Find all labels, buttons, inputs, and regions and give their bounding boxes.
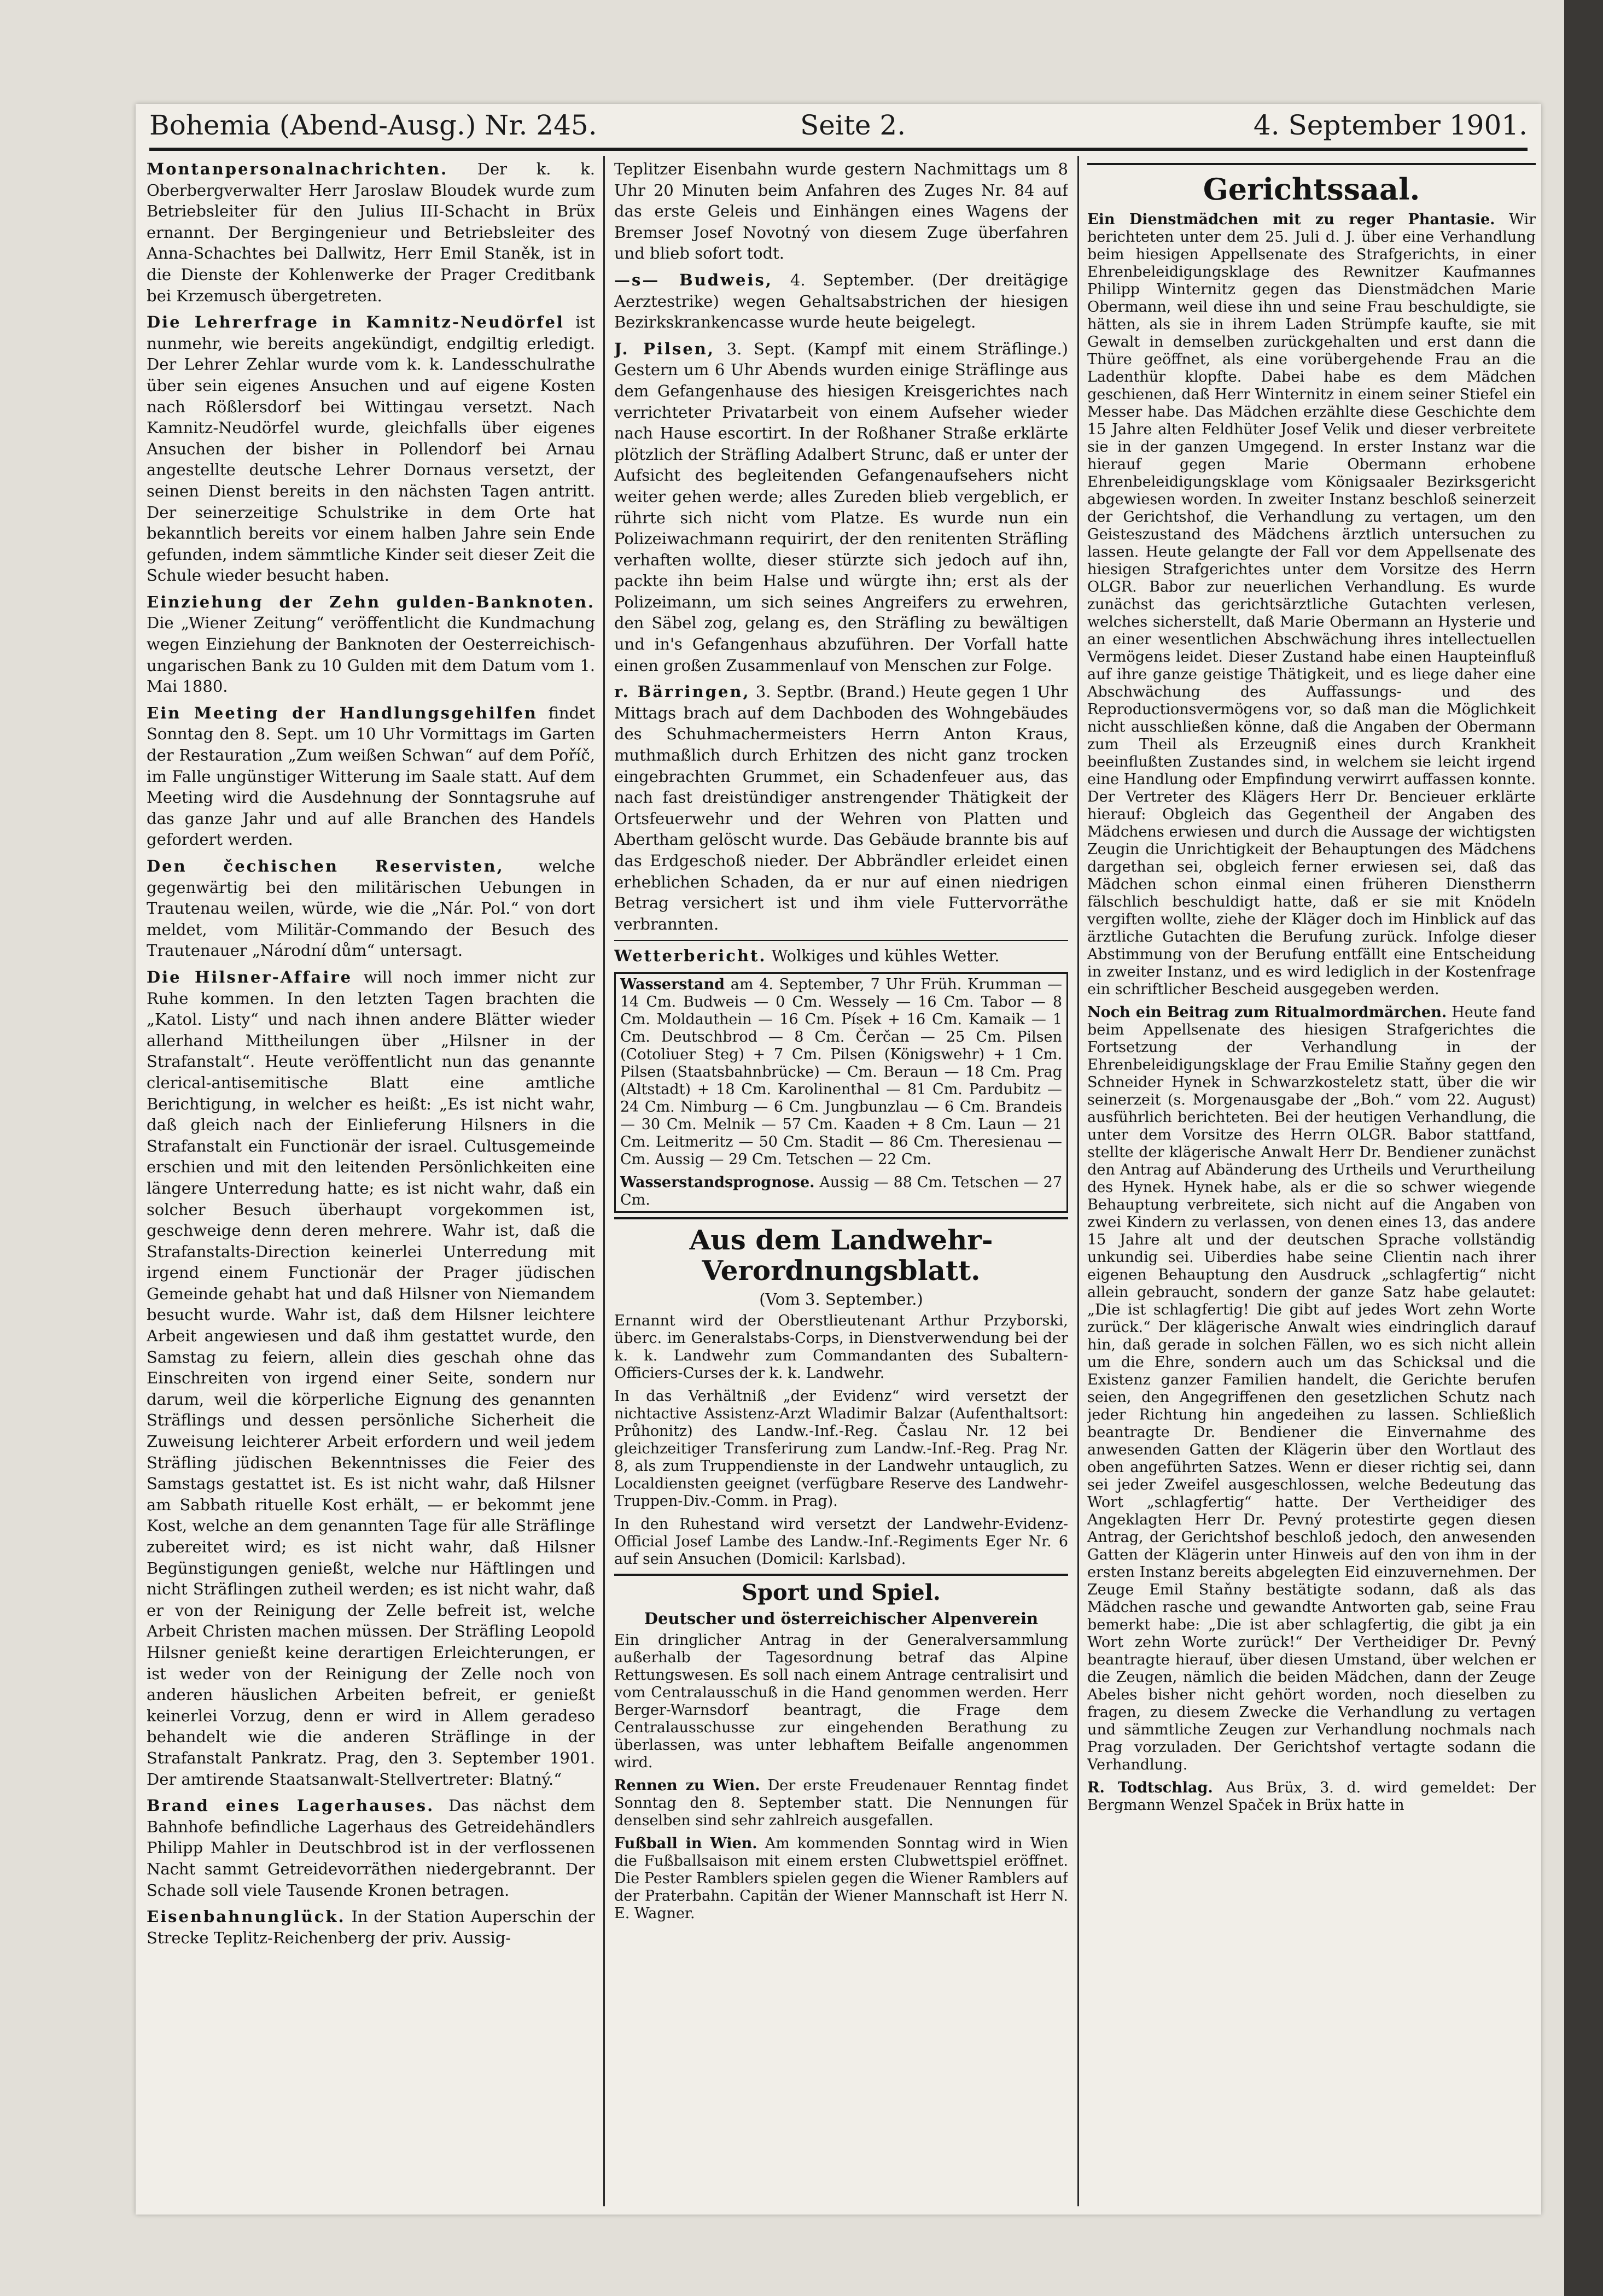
article-text: Am kommenden Sonntag wird in Wien die Fußballsaison mit einem ersten Clubwettspiel eröffnet. Die Pester Ramblers spielen gegen die Wiener Ramblers auf der Praterbahn. Capitän der Wiener Mannschaft ist Herr N. E. Wagner. bbox=[614, 1835, 1068, 1922]
article-heading: Fußball in Wien. bbox=[614, 1835, 757, 1852]
header-issue: Bohemia (Abend-Ausg.) Nr. 245. bbox=[149, 109, 597, 141]
article-heading: Wasserstandsprognose. bbox=[620, 1173, 815, 1191]
article-heading: Brand eines Lagerhauses. bbox=[147, 1796, 435, 1815]
newspaper-page bbox=[136, 104, 1541, 2215]
article bbox=[147, 312, 595, 586]
article bbox=[1087, 1779, 1536, 1814]
article-text: 4. September. (Der dreitägige Aerztestrike) wegen Gehaltsabstrichen der hiesigen Bezirkskrankencasse wurde heute beigelegt. bbox=[614, 270, 1068, 332]
scan-edge bbox=[1564, 0, 1603, 2296]
article-heading: Ein Meeting der Handlungsgehilfen bbox=[147, 703, 538, 722]
column-3 bbox=[1087, 159, 1536, 2204]
article bbox=[1087, 1004, 1536, 1774]
article-heading: Die Lehrerfrage in Kamnitz-Neudörfel bbox=[147, 313, 564, 332]
article-heading: Montanpersonalnachrichten. bbox=[147, 160, 448, 178]
article-heading: R. Todtschlag. bbox=[1087, 1779, 1213, 1796]
article bbox=[614, 681, 1068, 934]
header-page-number: Seite 2. bbox=[800, 109, 906, 141]
article-text: welche gegenwärtig bei den militärischen Uebungen in Trautenau weilen, würde, wie die „Nár. Pol.“ von dort meldet, vom Militär-Commando der Besuch des Trautenauer „Národní dům“ untersagt. bbox=[147, 857, 595, 960]
section-date: (Vom 3. September.) bbox=[759, 1289, 923, 1308]
divider bbox=[614, 940, 1068, 941]
article bbox=[147, 592, 595, 697]
article-heading: Wasserstand bbox=[620, 975, 725, 993]
section-title-sport: Sport und Spiel. bbox=[742, 1579, 941, 1605]
article-heading: —s— Budweis, bbox=[614, 270, 773, 289]
article bbox=[147, 1795, 595, 1901]
article bbox=[614, 338, 1068, 676]
article-text: will noch immer nicht zur Ruhe kommen. In den letzten Tagen brachten die „Katol. Listy“ und nach ihnen andere Blätter wieder allerhand Mittheilungen über „Hilsner in der Strafanstalt“. Heute veröffentlicht nun das genannte clerical-antisemitische Blatt eine amtliche Berichtigung, in welcher es heißt: „Es ist nicht wahr, daß gleich nach der Einlieferung Hilsners in die Strafanstalt ein Functionär der israel. Cultusgemeinde erschien und mit den leitenden Persönlichkeiten eine längere Unterredung hatte; es ist nicht wahr, daß ein solcher Besuch überhaupt vorgekommen ist, geschweige denn deren mehrere. Wahr ist, daß die Strafanstalts-Direction keinerlei Unterredung mit irgend einem Functionär der Prager jüdischen Gemeinde gehabt hat und daß Hilsner von Niemandem besucht wurde. Wahr ist, daß dem Hilsner leichtere Arbeit angewiesen und daß ihm gestattet wurde, den Samstag zu feiern, allein dies geschah ohne das Einschreiten von irgend einer Seite, sondern nur darum, weil die körperliche Eignung des genannten Sträflings und dessen persönliche Sicherheit die Zuweisung leichterer Arbeit erfordern und weil jedem Sträfling jüdischen Bekenntnisses die Feier des Samstags gestattet ist. Es ist nicht wahr, daß Hilsner am Sabbath rituelle Kost erhält, — er bekommt jene Kost, welche an dem genannten Tage für alle Sträflinge zubereitet wird; es ist nicht wahr, daß Hilsner Begünstigungen genießt, welche nur Häftlingen und nicht Sträflingen zutheil werden; es ist nicht wahr, daß er von der Reinigung der Zelle befreit ist, welche Arbeit Christen machen müssen. Der Sträfling Leopold Hilsner genießt keine derartigen Erleichterungen, er ist weder von der Reinigung der Zelle noch von anderen häuslichen Arbeiten befreit, er genießt keinerlei Vorzug, denn er wird in Allem geradeso behandelt wie die anderen Sträflinge in der Strafanstalt Pankratz. Prag, den 3. September 1901. Der amtirende Staatsanwalt-Stellvertreter: Blatný.“ bbox=[147, 967, 595, 1789]
article-text: Aus Brüx, 3. d. wird gemeldet: Der Bergmann Wenzel Spaček in Brüx hatte in bbox=[1087, 1779, 1536, 1814]
column-2 bbox=[614, 159, 1068, 2204]
water-level bbox=[620, 976, 1062, 1169]
divider bbox=[614, 1574, 1068, 1576]
article-text: Der erste Freudenauer Renntag findet Sonntag den 8. September statt. Die Nennungen für denselben sind sehr zahlreich ausgefallen. bbox=[614, 1777, 1068, 1829]
article-heading: Eisenbahnunglück. bbox=[147, 1907, 346, 1926]
article-text: ist nunmehr, wie bereits angekündigt, endgiltig erledigt. Der Lehrer Zehlar wurde vom k. k. Landesschulrathe über sein eigenes Ansuchen und auf eigene Kosten nach Rößlersdorf bei Wittingau versetzt. Nach Kamnitz-Neudörfel wurde, gleichfalls über eigenes Ansuchen der bisher in Pollendorf bei Arnau angestellte deutsche Lehrer Dornaus versetzt, der seinen Dienst bereits in den nächsten Tagen antritt. Der seinerzeitige Schulstrike in dem Orte hat bekanntlich bereits vor einem halben Jahre sein Ende gefunden, indem sämmtliche Kinder seit dieser Zeit die Schule wieder besucht haben. bbox=[147, 313, 595, 585]
column-divider bbox=[1077, 156, 1079, 2206]
section-title-landwehr: Aus dem Landwehr-Verordnungsblatt. bbox=[689, 1223, 993, 1287]
water-forecast bbox=[620, 1174, 1062, 1209]
section-title-gerichtssaal: Gerichtssaal. bbox=[1203, 172, 1420, 207]
article-heading: Rennen zu Wien. bbox=[614, 1777, 760, 1794]
article bbox=[614, 1835, 1068, 1923]
landwehr-paragraph: In den Ruhestand wird versetzt der Landwehr-Evidenz-Official Josef Lambe des Landw.-Inf.-Regiments Eger Nr. 6 auf sein Ansuchen (Domicil: Karlsbad). bbox=[614, 1515, 1068, 1568]
alpenverein-title: Deutscher und österreichischer Alpenverein bbox=[644, 1609, 1039, 1628]
article-text: Heute fand beim Appellsenate des hiesigen Strafgerichtes die Fortsetzung der Verhandlung in der Ehrenbeleidigungsklage der Frau Emilie Staňny gegen den Schneider Hynek in Schwarzkosteletz statt, über die wir seinerzeit (s. Morgenausgabe der „Boh.“ vom 22. August) ausführlich berichteten. Bei der heutigen Verhandlung, die unter dem Vorsitze des Herrn OLGR. Babor stattfand, stellte der klägerische Anwalt Herr Dr. Bendiener zunächst den Antrag auf Abänderung des Urtheils und Verurtheilung des Hynek. Hynek habe, als er die so schwer wiegende Behauptung verbreitete, sich nicht auf die Angaben von zwei Kindern zu verlassen, von denen eines 13, das andere 15 Jahre alt und der deutschen Sprache vollständig unkundig sei. Uiberdies habe seine Clientin nach ihrer eigenen Behauptung den Ausdruck „schlagfertig“ nicht allein gebraucht, sondern der ganze Satz habe gelautet: „Die ist schlagfertig! Die gibt auf jedes Wort zehn Worte zurück.“ Der klägerische Anwalt wies eindringlich darauf hin, daß gerade in solchen Fällen, wo es sich nicht allein um die Ehre, sondern auch um das Schicksal und die Existenz ganzer Familien handelt, die Gerichte berufen seien, den Angegriffenen den gesetzlichen Schutz nach jeder Richtung hin angedeihen zu lassen. Schließlich beantragte Dr. Bendiener die Einvernahme des anwesenden Gatten der Klägerin über den Wortlaut des oben angeführten Satzes. Wenn er dieser richtig sei, dann sei jeder Zweifel ausgeschlossen, welche Bedeutung das Wort „schlagfertig“ hatte. Der Vertheidiger des Angeklagten Herr Dr. Pevný protestirte gegen diesen Antrag, der Gerichtshof beschloß jedoch, den anwesenden Gatten der Klägerin unter Hinweis auf den von ihm in der ersten Instanz bereits abgelegten Eid einzuvernehmen. Der Zeuge Emil Staňny bestätigte sodann, daß als das Mädchen rasche und gewandte Antworten gab, seine Frau bemerkt habe: „Die ist aber schlagfertig, die gibt ja ein Wort zehn Worte zurück!“ Der Vertheidiger Dr. Pevný beantragte hierauf, über diesen Umstand, über welchen er die Zeugen, nämlich die beiden Mädchen, dann der Zeuge Abeles bisher nicht gehört worden, noch dieselben zu fragen, zu diesem Zwecke die Verhandlung zu vertagen und sämmtliche Zeugen zur Verhandlung nochmals nach Prag vorzuladen. Der Gerichtshof vertagte sodann die Verhandlung. bbox=[1087, 1004, 1536, 1773]
article-heading: Die Hilsner-Affaire bbox=[147, 967, 353, 986]
alpenverein-text: Ein dringlicher Antrag in der Generalversammlung außerhalb der Tagesordnung betraf das Alpine Rettungswesen. Es soll nach einem Antrage centralisirt und vom Centralausschuß in die Hand genommen werden. Herr Berger-Warnsdorf beantragt, die Frage dem Centralausschusse zur eingehenden Berathung zu überlassen, was unter lebhaftem Beifalle angenommen wird. bbox=[614, 1631, 1068, 1771]
article-text: findet Sonntag den 8. Sept. um 10 Uhr Vormittags im Garten der Restauration „Zum weißen Schwan“ auf dem Poříč, im Falle ungünstiger Witterung im Saale statt. Auf dem Meeting wird die Ausdehnung der Sonntagsruhe auf das ganze Jahr und auf alle Branchen des Handels gefordert werden. bbox=[147, 703, 595, 849]
page-header bbox=[149, 109, 1528, 142]
article-heading: Einziehung der Zehn gulden-Banknoten. bbox=[147, 592, 595, 611]
landwehr-paragraph: In das Verhältniß „der Evidenz“ wird versetzt der nichtactive Assistenz-Arzt Wladimir Balzar (Aufenthaltsort: Průhonitz) des Landw.-Inf.-Reg. Časlau Nr. 12 bei gleichzeitiger Transferirung zum Landw.-Inf.-Reg. Prag Nr. 8, als zum Truppendienste in der Landwehr untauglich, zu Localdiensten geeignet (verfügbare Reserve des Landwehr-Truppen-Div.-Comm. in Prag). bbox=[614, 1387, 1068, 1510]
article-heading: Wetterbericht. bbox=[614, 947, 767, 966]
water-level-box bbox=[614, 972, 1068, 1213]
article bbox=[1087, 211, 1536, 998]
article-text: 3. Sept. (Kampf mit einem Sträflinge.) Gestern um 6 Uhr Abends wurden einige Sträflinge aus dem Gefangenhause des hiesigen Kreisgerichtes nach verrichteter Privatarbeit von einem Aufseher wieder nach Hause escortirt. In der Roßhaner Straße erklärte plötzlich der Sträfling Adalbert Strunc, daß er unter der Aufsicht des begleitenden Gefangenaufsehers nicht weiter gehen werde; alles Zureden blieb vergeblich, er rührte sich nicht vom Platze. Es wurde nun ein Polizeiwachmann requirirt, der den renitenten Sträfling verhaften wollte, dieser stürzte sich jedoch auf ihn, packte ihn beim Halse und würgte ihn; erst als der Polizeimann, um sich seines Angreifers zu erwehren, den Säbel zog, gelang es, den Sträfling zu bewältigen und in's Gefangenhaus abzuführen. Der Vorfall hatte einen großen Zusammenlauf von Menschen zur Folge. bbox=[614, 339, 1068, 675]
article-heading: Ein Dienstmädchen mit zu reger Phantasie. bbox=[1087, 211, 1495, 228]
divider bbox=[614, 1217, 1068, 1219]
article bbox=[147, 856, 595, 961]
article-text: Teplitzer Eisenbahn wurde gestern Nachmittags um 8 Uhr 20 Minuten beim Anfahren des Zuges Nr. 84 auf das erste Geleis und Einhängen eines Wagens der Bremser Josef Novotný von diesem Zuge überfahren und blieb sofort todt. bbox=[614, 160, 1068, 263]
header-date: 4. September 1901. bbox=[1253, 109, 1528, 141]
article-text: Das nächst dem Bahnhofe befindliche Lagerhaus des Getreidehändlers Philipp Mahler in Deutschbrod ist in der verflossenen Nacht sammt Getreidevorräthen niedergebrannt. Der Schade soll viele Tausende Kronen betragen. bbox=[147, 1796, 595, 1900]
article bbox=[147, 967, 595, 1790]
weather-report bbox=[614, 945, 1068, 967]
landwehr-paragraph: Ernannt wird der Oberstlieutenant Arthur Przyborski, überc. im Generalstabs-Corps, in Dienstverwendung bei der k. k. Landwehr zum Commandanten des Subaltern-Officiers-Curses der k. k. Landwehr. bbox=[614, 1312, 1068, 1382]
article-text: Wir berichteten unter dem 25. Juli d. J. über eine Verhandlung beim hiesigen Appellsenate des Strafgerichts, in einer Ehrenbeleidigungsklage des Rewnitzer Kaufmannes Philipp Winternitz gegen das Dienstmädchen Marie Obermann, weil diese ihn und seine Frau beschuldigte, sie hätten, als sie in ihrem Laden Strümpfe kaufte, sie mit Gewalt in demselben zurückgehalten und erst dann die Thüre geöffnet, als eine vorübergehende Frau an die Ladenthür klopfte. Dabei habe es dem Mädchen geschienen, daß Herr Winternitz in einem seiner Stiefel ein Messer habe. Das Mädchen erzählte diese Geschichte dem 15 Jahre alten Feldhüter Josef Velik und dieser verbreitete sie in der ganzen Umgegend. In erster Instanz war die hierauf gegen Marie Obermann erhobene Ehrenbeleidigungsklage vom Königsaaler Bezirksgericht abgewiesen worden. In zweiter Instanz beschloß seinerzeit der Gerichtshof, die Verhandlung zu vertagen, um den Geisteszustand des Mädchens ärztlich untersuchen zu lassen. Heute gelangte der Fall vor dem Appellsenate des hiesigen Strafgerichtes unter dem Vorsitze des Herrn OLGR. Babor zur neuerlichen Verhandlung. Es wurde zunächst das gerichtsärztliche Gutachten verlesen, welches sicherstellt, daß Marie Obermann an Hysterie und an einer wesentlichen Abschwächung ihres intellectuellen Vermögens leidet. Dieser Zustand habe einen Haupteinfluß auf ihre ganze geistige Thätigkeit, und es liege daher eine Abschwächung des Auffassungs- und des Reproductionsvermögens vor, so daß man die Möglichkeit nicht ausschließen könne, daß die Angaben der Obermann zum Theil als Erzeugniß eines durch Krankheit beeinflußten Zustandes sind, in welchem sie leicht irgend eine Handlung oder Empfindung verwirrt auffassen konnte. Der Vertreter des Klägers Herr Dr. Bencieuer erklärte hierauf: Obgleich das Gegentheil der Angaben des Mädchens erwiesen und durch die Aussage der wichtigsten Zeugin die Unrichtigkeit der Behauptungen des Mädchens dargethan sei, obgleich ferner erwiesen sei, daß das Mädchen schon einmal einen früheren Dienstherrn fälschlich beschuldigt hatte, daß er sie mit Knödeln vergiften wollte, ziehe der Kläger doch im Hinblick auf das ärztliche Gutachten die Berufung zurück. Infolge dieser Abstimmung von der Berufung entfällt eine Entscheidung in zweiter Instanz, und es wird lediglich in der Kostenfrage ein schriftlicher Bescheid ausgegeben werden. bbox=[1087, 211, 1536, 998]
article-text: In der Station Auperschin der Strecke Teplitz-Reichenberg der priv. Aussig- bbox=[147, 1907, 595, 1947]
article-text: Aussig — 88 Cm. Tetschen — 27 Cm. bbox=[620, 1173, 1062, 1208]
article-text: am 4. September, 7 Uhr Früh. Krumman — 14 Cm. Budweis — 0 Cm. Wessely — 16 Cm. Tabor — 8 Cm. Moldauthein — 16 Cm. Písek + 16 Cm. Kamaik — 1 Cm. Deutschbrod — 8 Cm. Čerčan — 25 Cm. Pilsen (Cotoliuer Steg) + 7 Cm. Pilsen (Königswehr) + 1 Cm. Pilsen (Staatsbahnbrücke) — Cm. Beraun — 18 Cm. Prag (Altstadt) + 18 Cm. Karolinenthal — 81 Cm. Pardubitz — 24 Cm. Nimburg — 6 Cm. Jungbunzlau — 6 Cm. Brandeis — 30 Cm. Melnik — 57 Cm. Kaaden + 8 Cm. Laun — 21 Cm. Leitmeritz — 50 Cm. Stadit — 86 Cm. Theresienau — Cm. Aussig — 29 Cm. Tetschen — 22 Cm. bbox=[620, 975, 1062, 1168]
article-text: 3. Septbr. (Brand.) Heute gegen 1 Uhr Mittags brach auf dem Dachboden des Wohngebäudes des Schuhmachermeisters Herrn Anton Kraus, muthmaßlich durch Erhitzen des nicht ganz trocken eingebrachten Grummet, ein Schadenfeuer aus, das nach fast dreistündiger anstrengender Thätigkeit der Ortsfeuerwehr und der Wehren von Platten und Abertham gelöscht wurde. Das Gebäude brannte bis auf das Erdgeschoß nieder. Der Abbrändler erleidet einen erheblichen Schaden, da er nur auf einen niedrigen Betrag versichert ist und ihm viele Futtervorräthe verbrannten. bbox=[614, 682, 1068, 933]
article-heading: Den čechischen Reservisten, bbox=[147, 857, 504, 875]
column-divider bbox=[603, 156, 605, 2206]
article-text: Der k. k. Oberbergverwalter Herr Jaroslaw Bloudek wurde zum Betriebsleiter für den Julius III-Schacht in Brüx ernannt. Der Bergingenieur und Betriebsleiter des Anna-Schachtes bei Dallwitz, Herr Emil Staněk, ist in die Dienste der Kohlenwerke der Prager Creditbank bei Krzemusch übergetreten. bbox=[147, 160, 595, 305]
column-1 bbox=[147, 159, 595, 2204]
article-text: Wolkiges und kühles Wetter. bbox=[771, 947, 1000, 966]
article bbox=[614, 270, 1068, 333]
article bbox=[614, 159, 1068, 264]
divider bbox=[1087, 163, 1536, 165]
article bbox=[147, 159, 595, 306]
header-rule bbox=[149, 148, 1528, 151]
article-heading: J. Pilsen, bbox=[614, 339, 715, 358]
article bbox=[614, 1777, 1068, 1830]
article-heading: Noch ein Beitrag zum Ritualmordmärchen. bbox=[1087, 1004, 1447, 1021]
article bbox=[147, 1906, 595, 1948]
article-text: Die „Wiener Zeitung“ veröffentlicht die Kundmachung wegen Einziehung der Banknoten der Oesterreichisch-ungarischen Bank zu 10 Gulden mit dem Datum vom 1. Mai 1880. bbox=[147, 614, 595, 696]
article-heading: r. Bärringen, bbox=[614, 682, 750, 702]
article bbox=[147, 703, 595, 850]
